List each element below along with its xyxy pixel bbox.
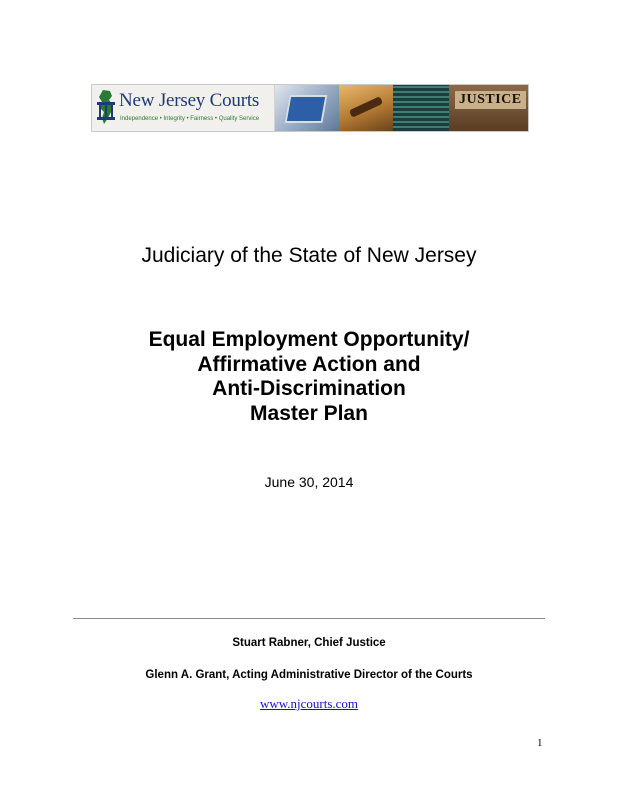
plan-title [0,328,618,426]
nj-courts-logo [92,85,275,131]
website-link[interactable]: www.njcourts.com [259,696,359,711]
gavel-photo [339,85,393,131]
director-line: Glenn A. Grant, Acting Administrative Director of the Courts [145,669,473,681]
page-number: 1 [537,737,543,749]
website-line [0,696,618,712]
plan-title-line: Equal Employment Opportunity/ [148,328,470,351]
computer-screen-photo [275,85,339,131]
header-banner [91,84,529,132]
justice-sign-text: JUSTICE [455,91,526,109]
state-map-emblem-icon [95,88,117,126]
banner-tagline: Independence • Integrity • Fairness • Quality Service [120,116,260,122]
document-date: June 30, 2014 [264,474,354,490]
justice-sign-photo [449,85,528,131]
plan-title-line: Anti-Discrimination [212,377,406,400]
plan-title-line: Affirmative Action and [197,352,421,376]
banner-title: New Jersey Courts [119,90,260,111]
plan-title-line: Master Plan [250,401,368,425]
horizontal-divider [73,618,545,619]
data-screen-photo [393,85,449,131]
chief-justice-line: Stuart Rabner, Chief Justice [232,637,386,649]
judiciary-heading: Judiciary of the State of New Jersey [141,244,477,267]
banner-photo-strip [275,85,528,131]
